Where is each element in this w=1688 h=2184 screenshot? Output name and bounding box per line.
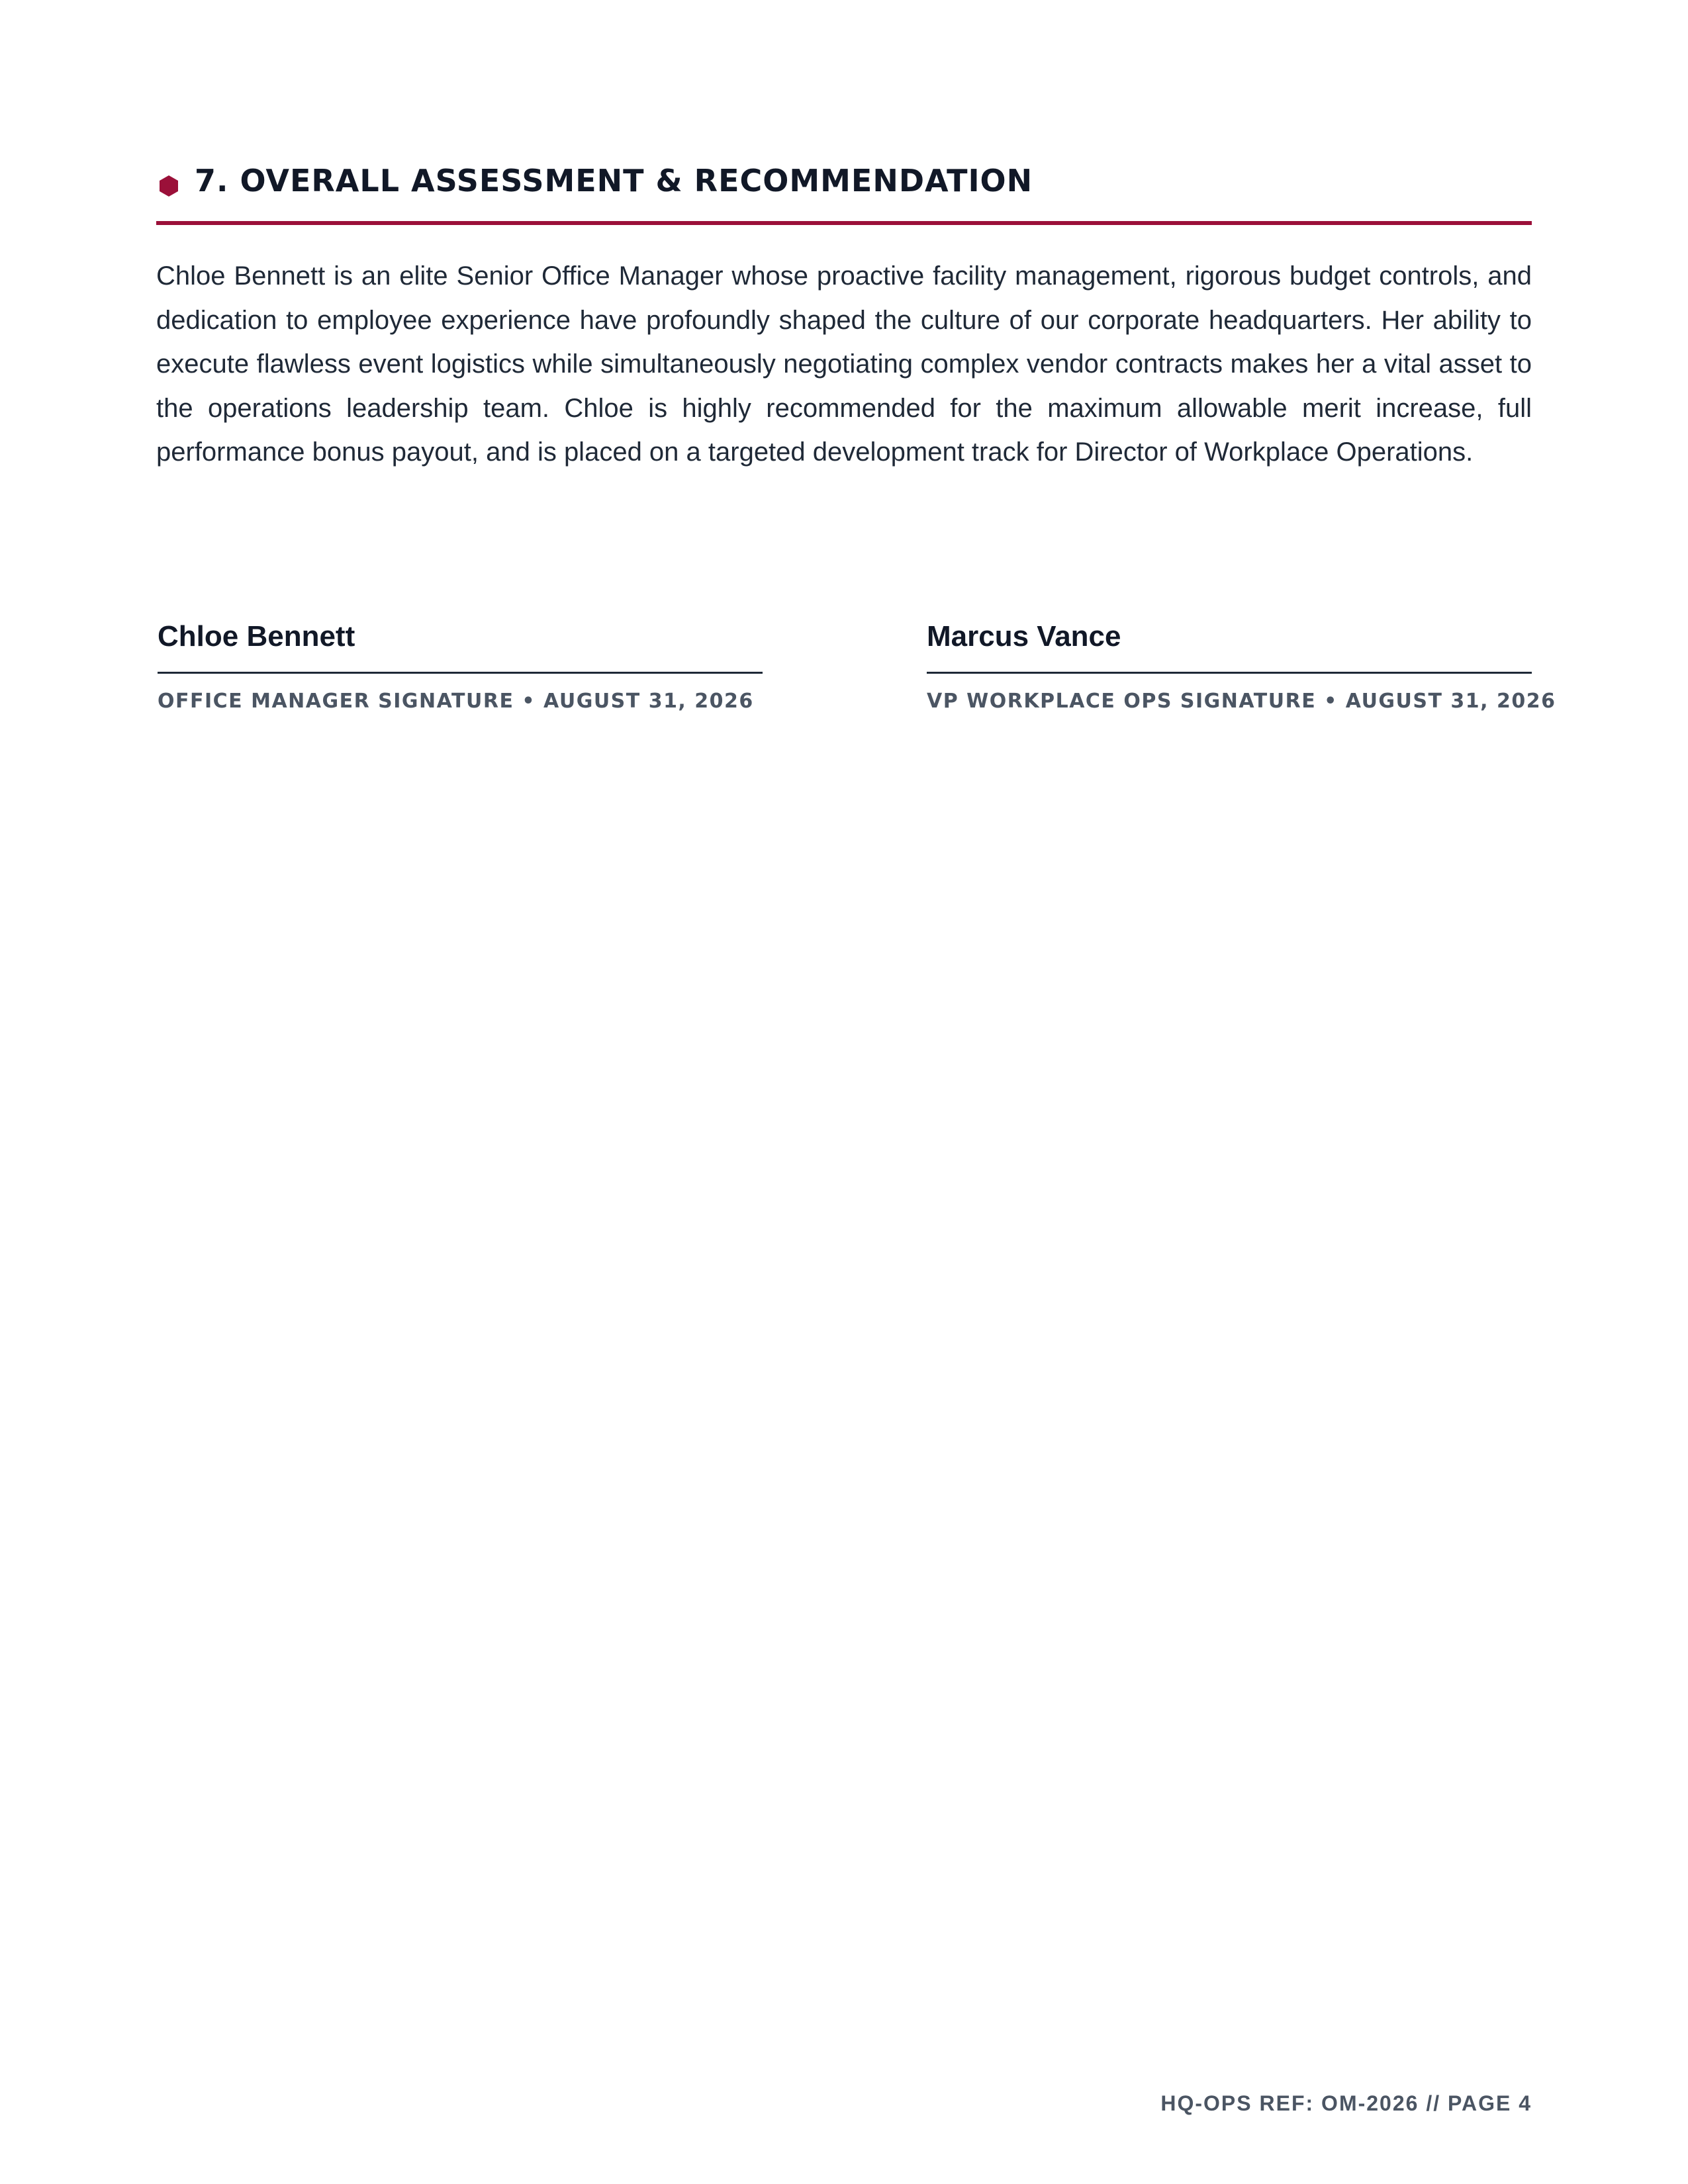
section-header bbox=[156, 161, 1532, 225]
section-title: 7. OVERALL ASSESSMENT & RECOMMENDATION bbox=[195, 163, 1033, 199]
signature-block-vp-workplace-ops bbox=[927, 614, 1556, 713]
signature-name: Chloe Bennett bbox=[158, 614, 763, 674]
document-page bbox=[156, 0, 1556, 2184]
signature-name: Marcus Vance bbox=[927, 614, 1532, 674]
assessment-paragraph: Chloe Bennett is an elite Senior Office Manager whose proactive facility management, rigorous budget controls, and dedication to employee experience have profoundly shaped the culture of our corporate headquarters. Her ability to execute flawless event logistics while simultaneously negotiating complex vendor contracts makes her a vital asset to the operations leadership team. Chloe is highly recommended for the maximum allowable merit increase, full performance bonus payout, and is placed on a targeted development track for Director of Workplace Operations. bbox=[156, 261, 1532, 467]
page-footer: HQ-OPS REF: OM-2026 // PAGE 4 bbox=[1160, 2091, 1532, 2115]
hexagon-bullet-icon bbox=[158, 175, 180, 197]
signature-caption: OFFICE MANAGER SIGNATURE • AUGUST 31, 2026 bbox=[158, 690, 754, 713]
signature-block-office-manager bbox=[158, 614, 763, 713]
signature-caption: VP WORKPLACE OPS SIGNATURE • AUGUST 31, 2026 bbox=[927, 690, 1556, 713]
